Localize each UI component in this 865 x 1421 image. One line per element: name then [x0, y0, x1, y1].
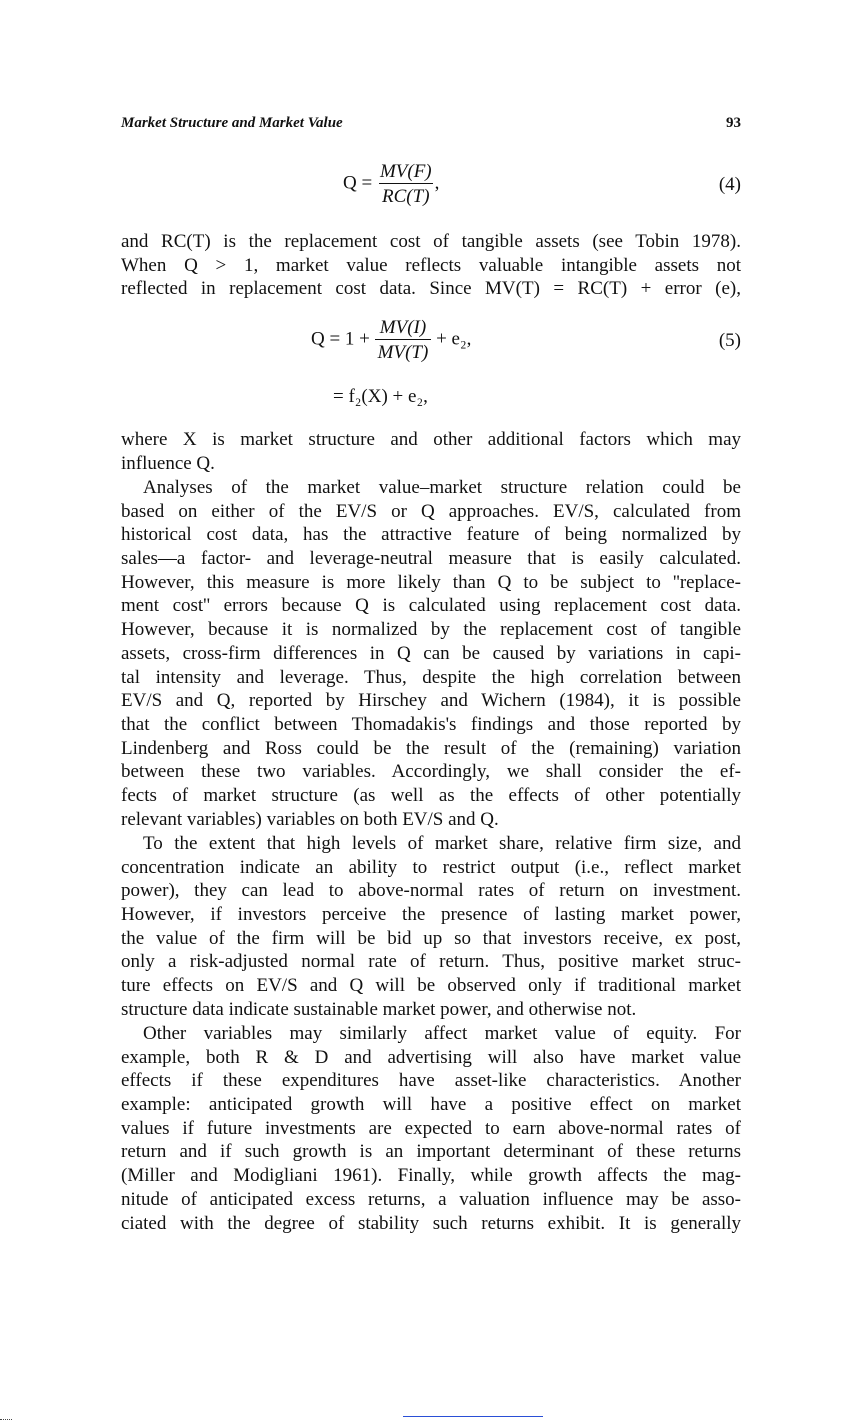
text-line: example, both R & D and advertising will also have market value	[121, 1046, 741, 1068]
text-line: only a risk-adjusted normal rate of return. Thus, positive market struc-	[121, 951, 741, 973]
text-line: effects if these expenditures have asset-like characteristics. Another	[121, 1070, 741, 1092]
text-line: values if future investments are expected to earn above-normal rates of	[121, 1117, 741, 1139]
text-line: power), they can lead to above-normal rates of return on investment.	[121, 880, 741, 902]
running-head	[121, 115, 741, 132]
text-line: However, this measure is more likely than Q to be subject to ''replace-	[121, 571, 741, 593]
eq4-lhs: Q =	[343, 172, 373, 194]
text-line: the value of the firm will be bid up so that investors receive, ex post,	[121, 927, 741, 949]
text-line: However, because it is normalized by the replacement cost of tangible	[121, 619, 741, 641]
text-line: sales—a factor- and leverage-neutral measure that is easily calculated.	[121, 548, 741, 570]
text-line: between these two variables. Accordingly, we shall consider the ef-	[121, 761, 741, 783]
text-line: reflected in replacement cost data. Since MV(T) = RC(T) + error (e),	[121, 278, 741, 300]
text-line: example: anticipated growth will have a positive effect on market	[121, 1094, 741, 1116]
paragraph-5	[121, 1022, 741, 1235]
text-line: ciated with the degree of stability such returns exhibit. It is generally	[121, 1212, 741, 1234]
text-line: EV/S and Q, reported by Hirschey and Wichern (1984), it is possible	[121, 690, 741, 712]
text-line: assets, cross-firm differences in Q can be caused by variations in capi-	[121, 642, 741, 664]
text-line: However, if investors perceive the presence of lasting market power,	[121, 904, 741, 926]
text-line: Analyses of the market value–market structure relation could be	[143, 477, 741, 498]
eq4-numerator: MV(F)	[379, 161, 432, 182]
eq5-lhs: Q = 1 +	[311, 328, 370, 350]
eq4-fraction	[377, 162, 435, 206]
text-line: structure data indicate sustainable market power, and otherwise not.	[121, 998, 637, 1020]
paragraph-4	[121, 832, 741, 1022]
running-title: Market Structure and Market Value	[121, 115, 343, 131]
text-line: based on either of the EV/S or Q approaches. EV/S, calculated from	[121, 500, 741, 522]
text-line: To the extent that high levels of market share, relative firm size, and	[143, 833, 741, 854]
paragraph-3	[121, 476, 741, 831]
page-number: 93	[726, 115, 741, 131]
text-line: historical cost data, has the attractive feature of being normalized by	[121, 524, 741, 546]
text-line: Other variables may similarly affect market value of equity. For	[143, 1023, 741, 1044]
paragraph-1	[121, 230, 741, 301]
text-line: ture effects on EV/S and Q will be observed only if traditional market	[121, 975, 741, 997]
eq5-numerator: MV(I)	[379, 317, 427, 338]
eq5-denominator: MV(T)	[375, 339, 432, 362]
eq5-second-line: = f₂(X) + e₂,	[333, 386, 428, 407]
text-line: concentration indicate an ability to restrict output (i.e., reflect market	[121, 856, 741, 878]
text-line: Lindenberg and Ross could be the result of the (remaining) variation	[121, 737, 741, 759]
eq4-denominator: RC(T)	[379, 183, 433, 206]
text-line: and RC(T) is the replacement cost of tangible assets (see Tobin 1978).	[121, 231, 741, 252]
text-line: When Q > 1, market value reflects valuable intangible assets not	[121, 254, 741, 276]
paragraph-2	[121, 428, 741, 475]
footer-link-rule	[403, 1416, 543, 1417]
text-line: influence Q.	[121, 452, 215, 474]
text-line: ment cost'' errors because Q is calculated using replacement cost data.	[121, 595, 741, 617]
eq4-trail: ,	[434, 172, 440, 194]
text-line: that the conflict between Thomadakis's findings and those reported by	[121, 713, 741, 735]
text-line: relevant variables) variables on both EV/S and Q.	[121, 808, 499, 830]
eq5-rhs: + e₂,	[436, 328, 472, 350]
text-line: tal intensity and leverage. Thus, despite the high correlation between	[121, 666, 741, 688]
text-line: return and if such growth is an important determinant of these returns	[121, 1141, 741, 1163]
eq5-fraction	[375, 318, 432, 362]
text-line: (Miller and Modigliani 1961). Finally, while growth affects the mag-	[121, 1165, 741, 1187]
text-line: fects of market structure (as well as the effects of other potentially	[121, 784, 741, 806]
eq4-number: (4)	[718, 174, 741, 195]
text-line: where X is market structure and other additional factors which may	[121, 429, 741, 450]
text-line: nitude of anticipated excess returns, a valuation influence may be asso-	[121, 1188, 741, 1210]
eq5-number: (5)	[718, 330, 741, 351]
